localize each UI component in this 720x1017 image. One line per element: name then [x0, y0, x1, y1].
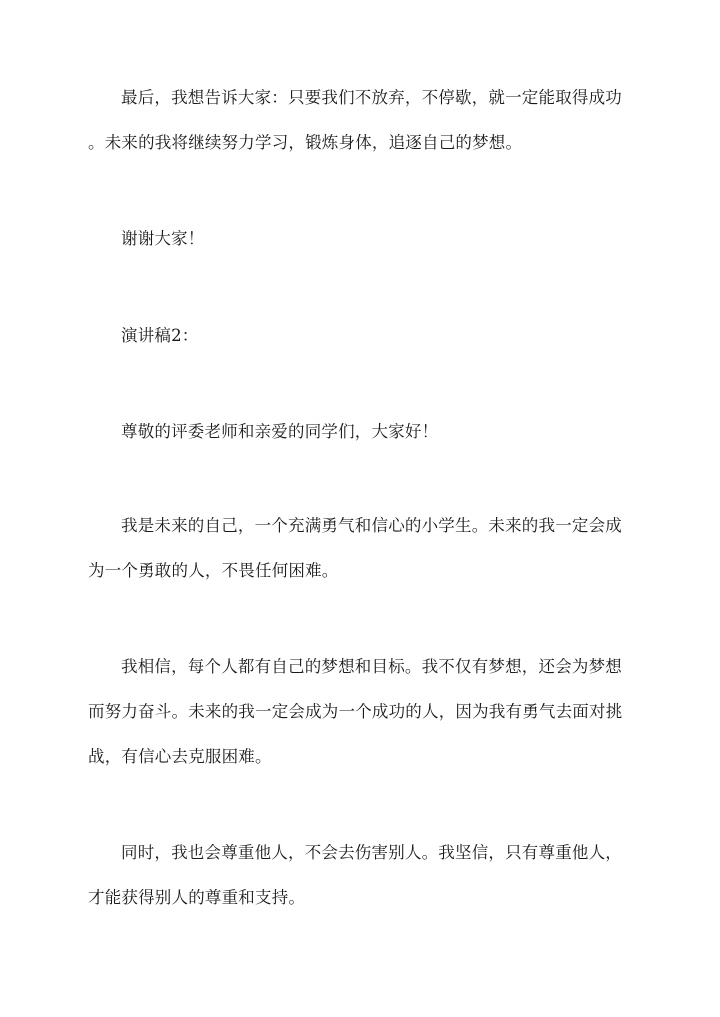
paragraph-3-line-1: 演讲稿2：: [121, 326, 199, 345]
paragraph-1-line-2: 。未来的我将继续努力学习，锻炼身体，追逐自己的梦想。: [88, 133, 523, 152]
paragraph-4-line-1: 尊敬的评委老师和亲爱的同学们，大家好！: [121, 422, 439, 441]
paragraph-5-line-1: 我是未来的自己，一个充满勇气和信心的小学生。未来的我一定会成: [121, 516, 622, 535]
paragraph-1-line-1: 最后，我想告诉大家：只要我们不放弃，不停歇，就一定能取得成功: [121, 88, 622, 107]
paragraph-6-line-1: 我相信，每个人都有自己的梦想和目标。我不仅有梦想，还会为梦想: [121, 657, 622, 676]
paragraph-6-line-2: 而努力奋斗。未来的我一定会成为一个成功的人，因为我有勇气去面对挑: [88, 702, 623, 721]
paragraph-7-line-2: 才能获得别人的尊重和支持。: [88, 888, 306, 907]
paragraph-6-line-3: 战，有信心去克服困难。: [88, 747, 272, 766]
paragraph-7-line-1: 同时，我也会尊重他人，不会去伤害别人。我坚信，只有尊重他人，: [121, 843, 622, 862]
paragraph-5-line-2: 为一个勇敢的人，不畏任何困难。: [88, 561, 339, 580]
paragraph-2-line-1: 谢谢大家！: [121, 229, 205, 248]
